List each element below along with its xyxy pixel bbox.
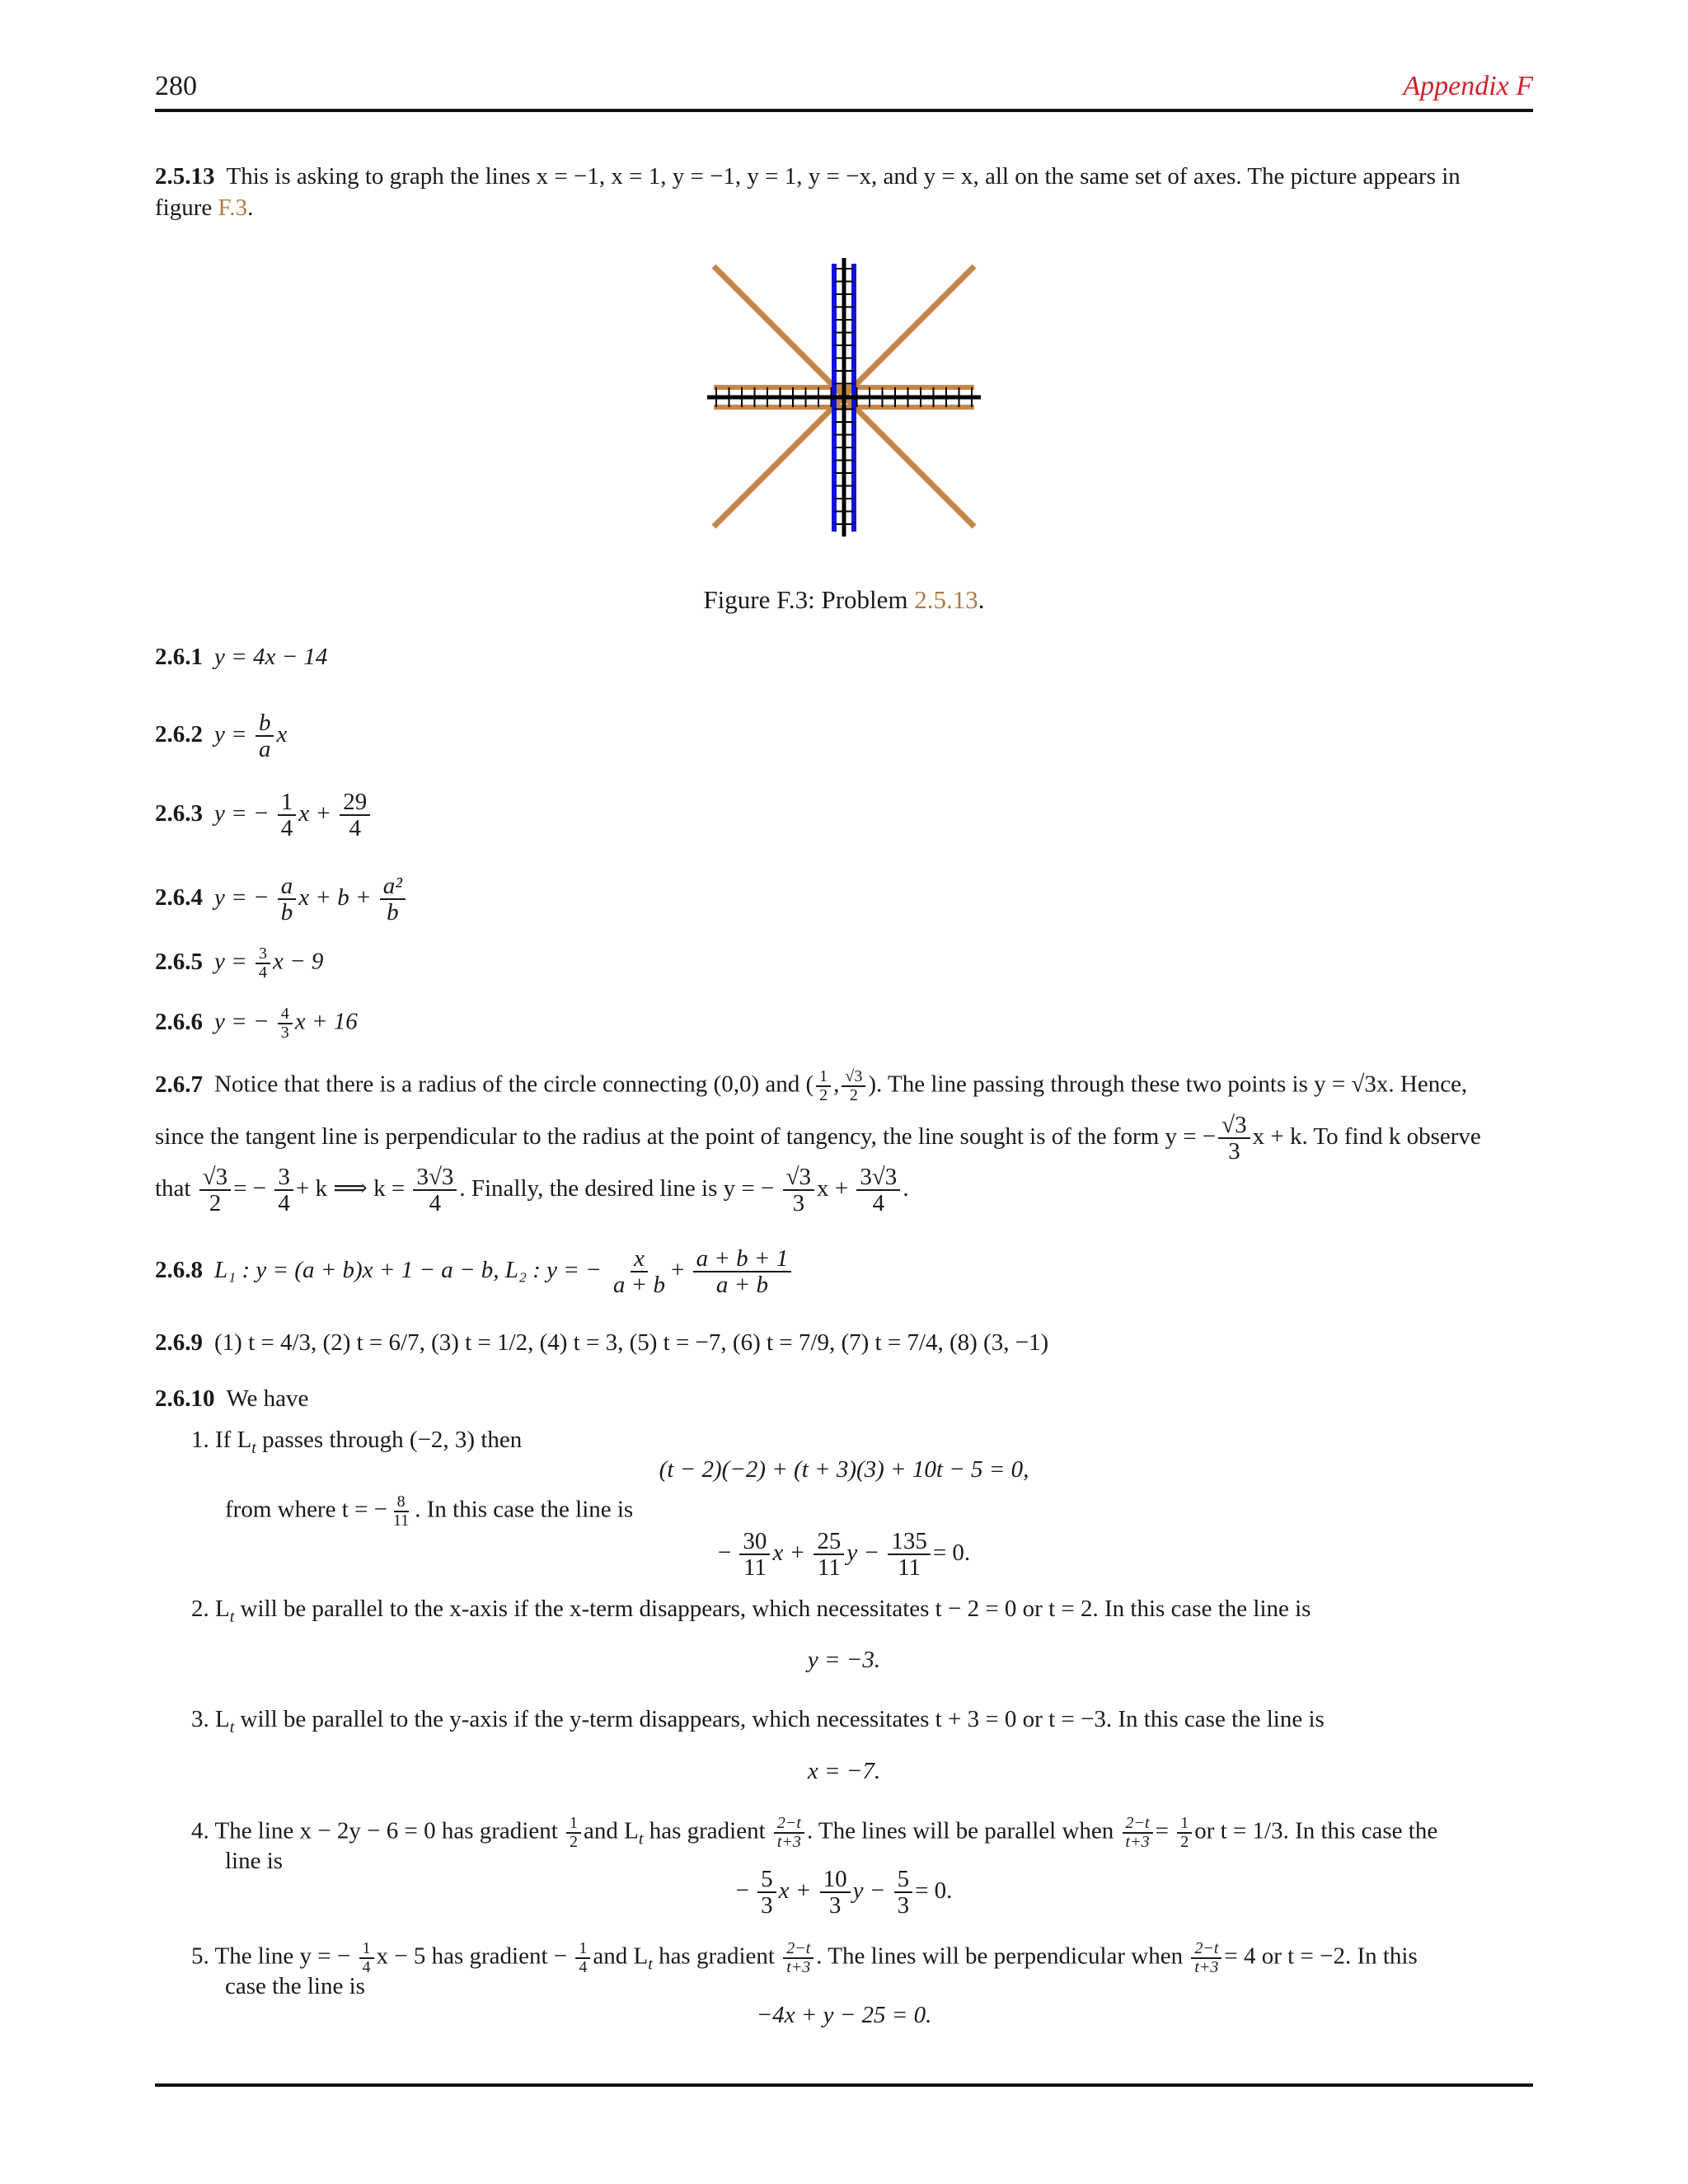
fraction: $\frac{b}{a}$: [256, 710, 274, 762]
answer-lhs: y = −: [214, 884, 270, 912]
subscript: t: [648, 1955, 653, 1974]
subscript: t: [229, 1718, 235, 1736]
text-fragment: will be parallel to the x-axis if the x-term disappears, which necessitates t − 2 = 0 or t = 2. In this case the line is: [234, 1596, 1311, 1622]
fraction: $\frac{2-t}{t+3}$: [774, 1815, 804, 1851]
fraction: $\frac{2-t}{t+3}$: [1191, 1940, 1221, 1976]
text-fragment: x − 5 has gradient −: [376, 1943, 568, 1970]
text-fragment: =: [1155, 1817, 1169, 1844]
text-fragment: y −: [852, 1877, 886, 1905]
fraction: $\frac{√3}{3}$: [1218, 1113, 1250, 1165]
answer-2-6-7-line2: [155, 1113, 1481, 1165]
answer-label: 2.6.7: [155, 1071, 203, 1098]
equation-text: y = −3.: [807, 1647, 881, 1673]
text-fragment: Notice that there is a radius of the circle connecting (0,0) and (: [214, 1071, 814, 1098]
text-fragment: −: [717, 1540, 732, 1567]
fraction: $\frac{3√3}{4}$: [856, 1165, 900, 1216]
fraction: $\frac{√3}{3}$: [783, 1165, 814, 1216]
fraction: $\frac{3}{4}$: [256, 945, 270, 982]
text-fragment: and L: [584, 1817, 639, 1844]
fraction: $\frac{1}{4}$: [575, 1940, 590, 1976]
fraction: $\frac{25}{11}$: [814, 1529, 844, 1581]
text-fragment: .: [903, 1175, 909, 1202]
fraction: $\frac{\text{a²}}{b}$: [380, 874, 406, 926]
text-fragment: passes through (−2, 3) then: [256, 1427, 523, 1453]
fraction: $\frac{5}{3}$: [894, 1867, 913, 1919]
subscript: t: [251, 1438, 256, 1457]
footer-rule: [155, 2083, 1533, 2087]
fraction: $\frac{x}{a + b}$: [612, 1245, 665, 1299]
text-fragment: = −: [233, 1175, 267, 1202]
answer-tail: x + 16: [294, 1008, 358, 1035]
text-fragment: ). The line passing through these two points is y = √3x. Hence,: [868, 1071, 1468, 1098]
text-fragment: y −: [846, 1540, 880, 1567]
text-fragment: will be parallel to the y-axis if the y-term disappears, which necessitates t + 3 = 0 or t = −3. In this case the line is: [234, 1706, 1325, 1732]
answer-2-6-1: [155, 642, 327, 672]
answer-label: 2.6.9: [155, 1329, 203, 1356]
page-header: [155, 68, 1533, 112]
answer-label: 2.6.1: [155, 644, 203, 670]
text-fragment: . The lines will be parallel when: [806, 1817, 1114, 1844]
equation-3: [155, 1758, 1533, 1785]
fraction: $\frac{1}{4}$: [359, 1940, 374, 1976]
answer-label: 2.6.6: [155, 1008, 203, 1035]
text-fragment: x +: [778, 1877, 812, 1905]
fraction: $\frac{4}{3}$: [278, 1005, 293, 1042]
answer-2-6-9: [155, 1328, 1048, 1357]
fraction: $\frac{2-t}{t+3}$: [783, 1940, 814, 1976]
answer-2-6-6: [155, 1005, 358, 1042]
page-number: 280: [155, 71, 197, 101]
answer-2-6-7-line3: [155, 1165, 909, 1216]
fraction: $\frac{135}{11}$: [888, 1529, 931, 1581]
list-item-5: [191, 1940, 1418, 1979]
answer-label: 2.6.3: [155, 800, 203, 827]
problem-label: 2.5.13: [155, 163, 215, 190]
text-fragment: x +: [817, 1175, 849, 1202]
text-fragment: +: [670, 1257, 685, 1284]
text-fragment: x + k. To find k observe: [1252, 1123, 1481, 1151]
caption-link[interactable]: 2.5.13: [914, 585, 978, 614]
text-fragment: and L: [593, 1943, 649, 1970]
fraction: $\frac{a}{b}$: [278, 874, 297, 926]
text-fragment: figure: [155, 194, 218, 221]
fraction: $\frac{8}{11}$: [392, 1493, 410, 1530]
problem-2-5-13: [155, 162, 1461, 191]
fraction: $\frac{√3}{2}$: [199, 1165, 231, 1216]
answer-mid: x + b +: [298, 884, 372, 912]
answer-label: 2.6.10: [155, 1385, 215, 1412]
answer-label: 2.6.8: [155, 1257, 203, 1284]
text-fragment: + k ⟹ k =: [295, 1175, 406, 1202]
answer-label: 2.6.5: [155, 948, 203, 975]
fraction: $\frac{3√3}{4}$: [413, 1165, 457, 1216]
equation-text: −4x + y − 25 = 0.: [756, 2002, 932, 2028]
text-fragment: that: [155, 1175, 191, 1202]
text-fragment: −: [735, 1877, 749, 1905]
list-item-2: [191, 1594, 1311, 1632]
text-fragment: or t = 1/3. In this case the: [1194, 1817, 1438, 1844]
equation-text: (t − 2)(−2) + (t + 3)(3) + 10t − 5 = 0,: [659, 1456, 1029, 1483]
figure-link[interactable]: F.3: [218, 194, 248, 221]
answer-text: (1) t = 4/3, (2) t = 6/7, (3) t = 1/2, (4) t = 3, (5) t = −7, (6) t = 7/9, (7) t = 7/4, (8) (3, −1): [214, 1329, 1049, 1356]
fraction: $\frac{29}{4}$: [340, 790, 370, 841]
answer-lhs: y =: [214, 721, 247, 748]
caption-text: .: [978, 585, 985, 614]
text-fragment: has gradient: [643, 1817, 766, 1844]
answer-2-6-4: [155, 874, 408, 926]
fraction: $\frac{2-t}{t+3}$: [1123, 1815, 1153, 1851]
text-fragment: .: [247, 194, 254, 221]
list-item-1-cont: [225, 1493, 633, 1530]
equation-1: [155, 1456, 1533, 1483]
list-item-5-cont: [225, 1971, 365, 2001]
fraction: $\frac{30}{11}$: [739, 1529, 770, 1581]
equation-1b: [155, 1529, 1533, 1581]
answer-2-6-2: [155, 710, 287, 762]
answer-label: 2.6.2: [155, 721, 203, 748]
answer-text: We have: [226, 1385, 309, 1412]
figure-caption: [155, 585, 1533, 615]
answer-tail: x: [276, 721, 288, 748]
text-fragment: x +: [772, 1540, 806, 1567]
running-head: Appendix F: [1403, 71, 1533, 101]
subscript: t: [638, 1830, 644, 1849]
list-item-4: [191, 1815, 1437, 1854]
fraction: $\frac{√3}{2}$: [842, 1068, 865, 1104]
text-fragment: ,: [833, 1071, 840, 1098]
answer-lhs: y =: [214, 948, 247, 975]
text-fragment: . The lines will be perpendicular when: [816, 1943, 1184, 1970]
text-fragment: = 0.: [932, 1540, 971, 1567]
text-fragment: 1. If L: [191, 1427, 252, 1453]
equation-2: [155, 1647, 1533, 1674]
lines-figure: [699, 251, 989, 541]
answer-2-6-3: [155, 790, 373, 841]
answer-2-6-8: [155, 1246, 794, 1298]
text-fragment: = 4 or t = −2. In this: [1224, 1943, 1418, 1970]
answer-tail: x − 9: [272, 948, 324, 975]
text-fragment: since the tangent line is perpendicular to the radius at the point of tangency, the line sought is of the form y = −: [155, 1123, 1217, 1151]
equation-text: x = −7.: [807, 1758, 881, 1784]
text-fragment: case the line is: [225, 1973, 365, 1999]
text-fragment: 4. The line x − 2y − 6 = 0 has gradient: [191, 1817, 558, 1844]
text-fragment: 3. L: [191, 1706, 230, 1732]
fraction: $\frac{3}{4}$: [274, 1165, 293, 1216]
fraction: $\frac{1}{2}$: [1177, 1815, 1192, 1851]
text-fragment: 5. The line y = −: [191, 1943, 351, 1970]
caption-text: Figure F.3: Problem: [703, 585, 915, 614]
equation-5: [155, 2002, 1533, 2029]
list-item-3: [191, 1704, 1325, 1742]
subscript: t: [229, 1607, 235, 1626]
fraction: $\frac{5}{3}$: [757, 1867, 776, 1919]
text-fragment: . Finally, the desired line is y = −: [459, 1175, 775, 1202]
problem-text: This is asking to graph the lines x = −1, x = 1, y = −1, y = 1, y = −x, and y = x, all on the same set of axes. The picture appears in: [226, 163, 1461, 190]
answer-expr: y = 4x − 14: [214, 644, 328, 670]
text-fragment: . In this case the line is: [415, 1496, 634, 1523]
text-fragment: has gradient: [652, 1943, 775, 1970]
answer-mid: x +: [298, 800, 331, 827]
answer-2-6-10: [155, 1384, 308, 1413]
fraction: $\frac{1}{2}$: [816, 1068, 831, 1104]
text-fragment: 2. L: [191, 1596, 230, 1622]
answer-lhs: y = −: [214, 800, 270, 827]
equation-4: [155, 1867, 1533, 1919]
text-fragment: = 0.: [915, 1877, 953, 1905]
answer-lhs: y = −: [214, 1008, 270, 1035]
text-fragment: from where t = −: [225, 1496, 387, 1523]
answer-2-6-7-line1: [155, 1068, 1467, 1104]
problem-2-5-13-line2: [155, 193, 253, 223]
fraction: $\frac{1}{2}$: [566, 1815, 581, 1851]
fraction: $\frac{a + b + 1}{a + b}$: [693, 1246, 792, 1298]
text-fragment: line is: [225, 1848, 284, 1874]
fraction: $\frac{1}{4}$: [278, 790, 297, 841]
answer-2-6-5: [155, 945, 323, 982]
answer-label: 2.6.4: [155, 884, 203, 912]
text-fragment: L₁ : y = (a + b)x + 1 − a − b, L₂ : y = −: [214, 1257, 602, 1284]
fraction: $\frac{10}{3}$: [820, 1867, 851, 1919]
